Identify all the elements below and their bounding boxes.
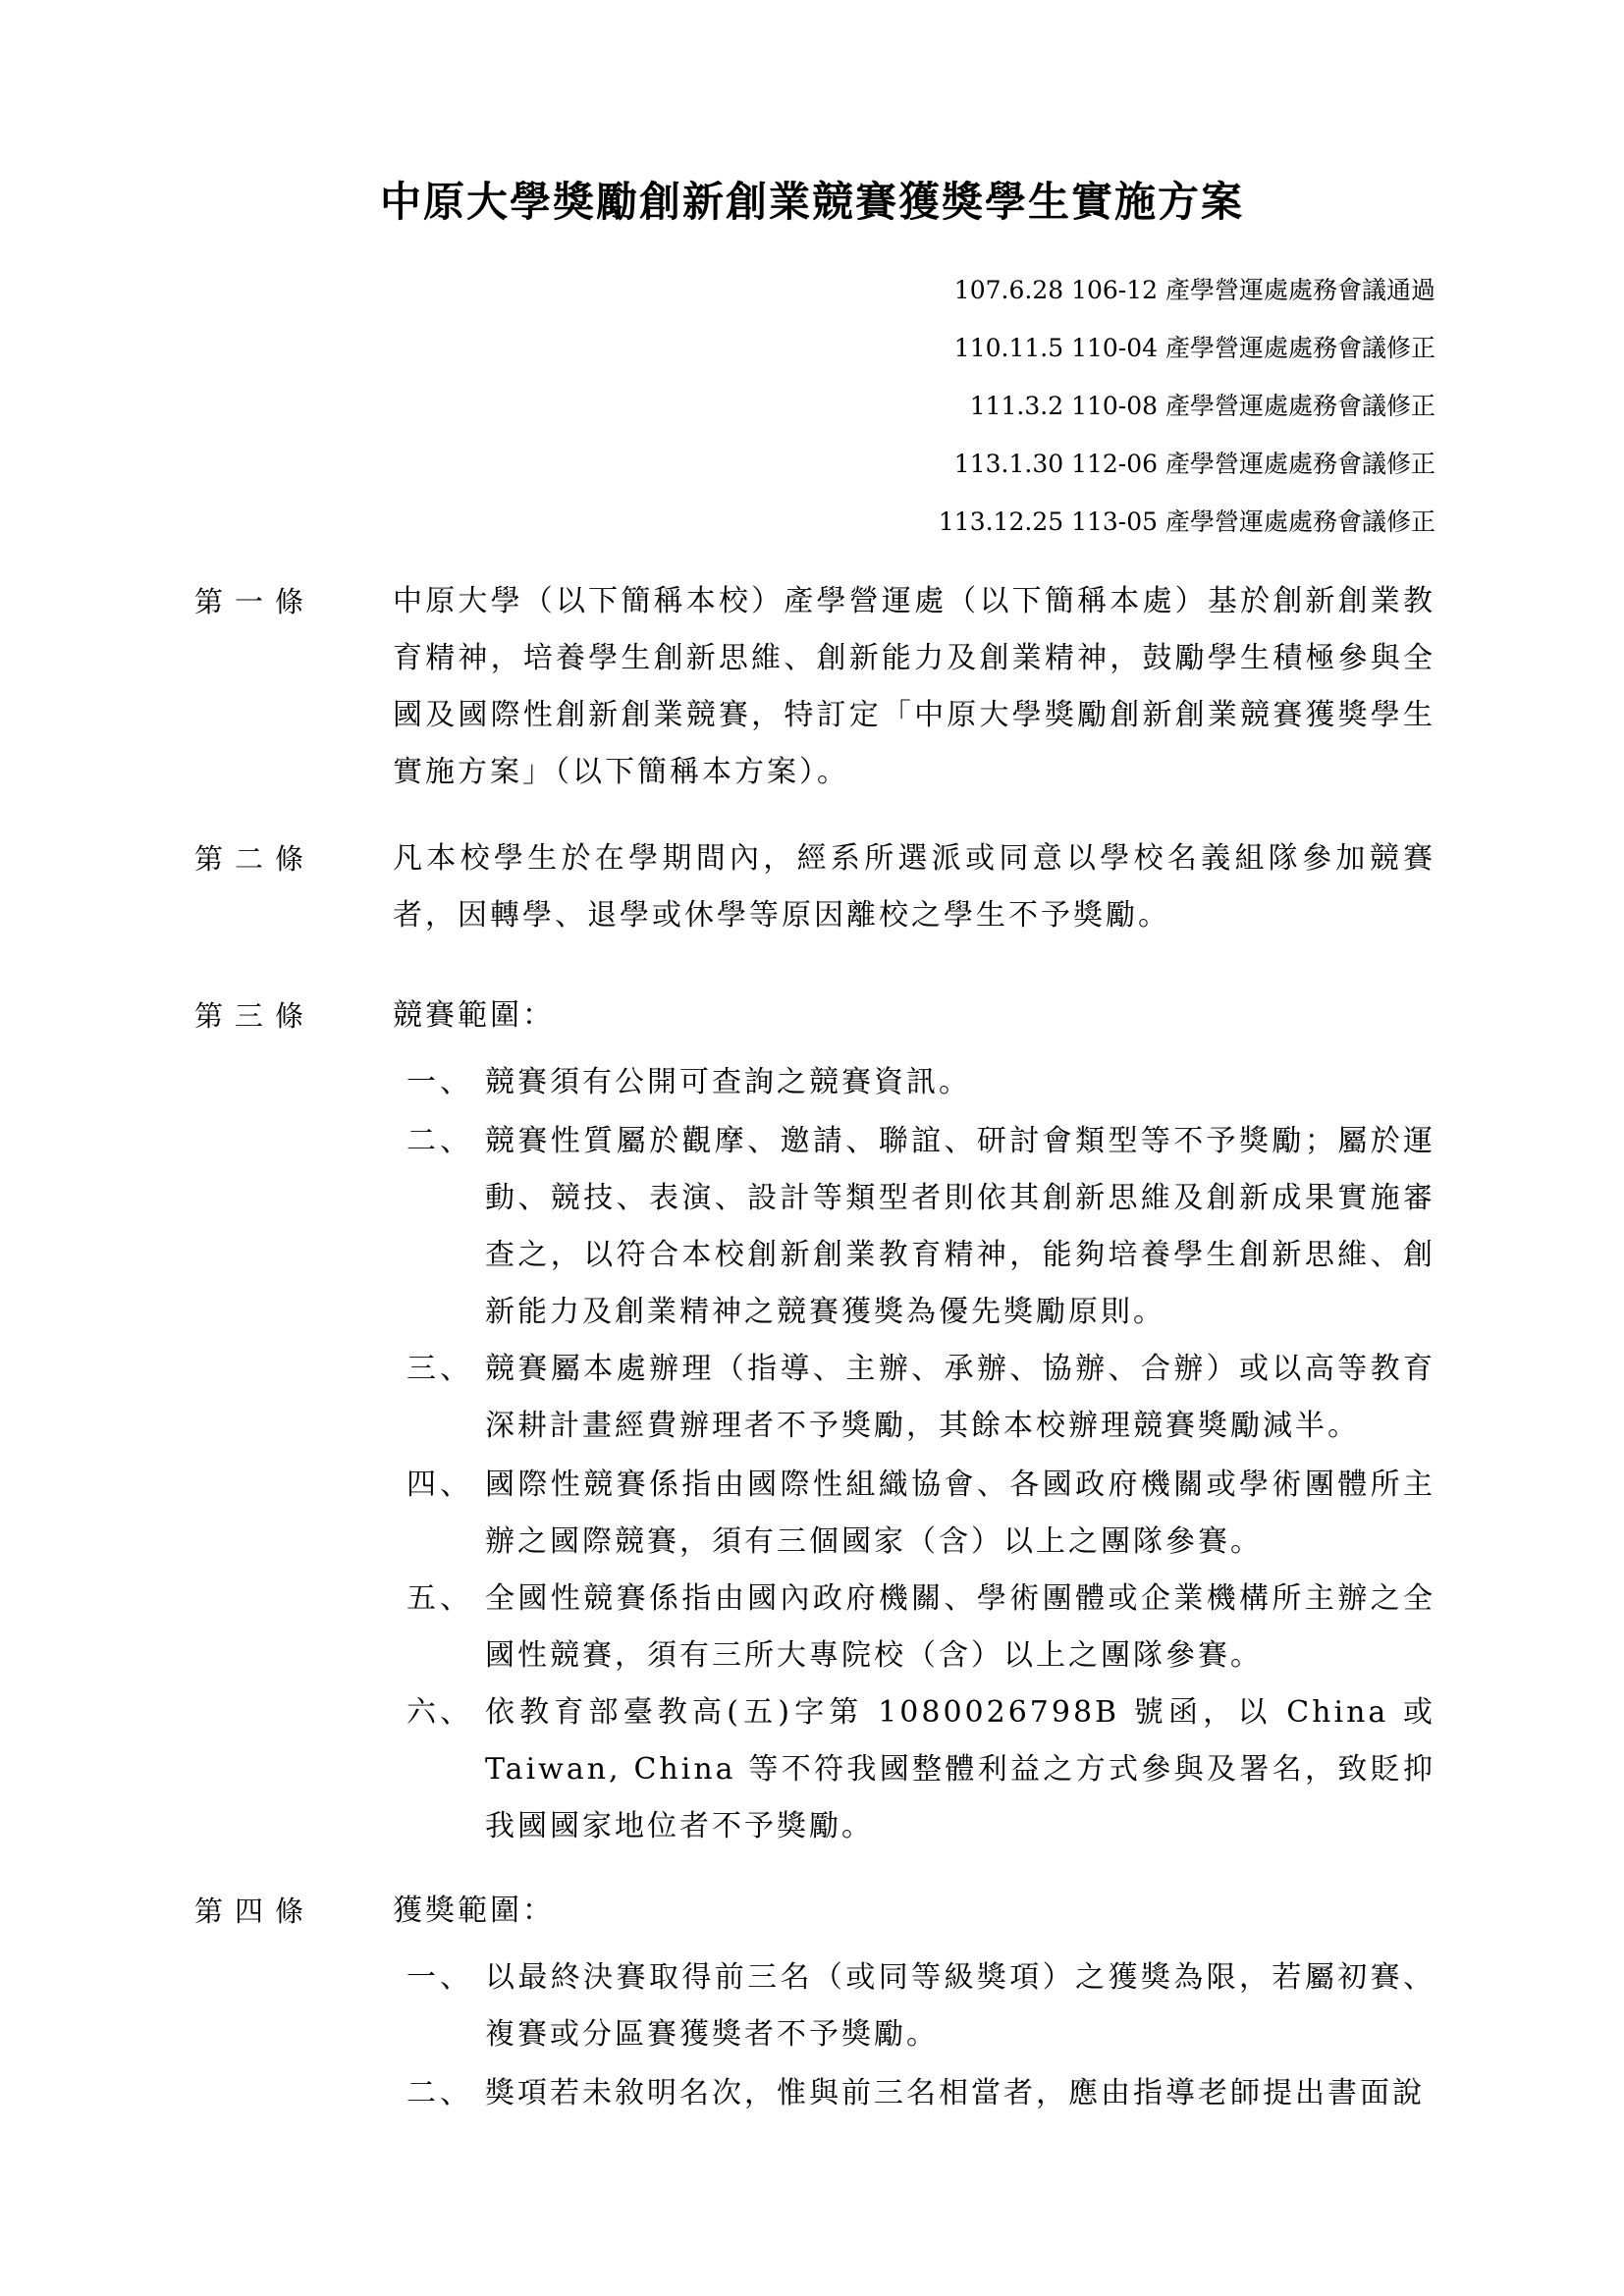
item-text: 以最終決賽取得前三名（或同等級獎項）之獲獎為限，若屬初賽、複賽或分區賽獲獎者不予獎勵。: [485, 1960, 1435, 2052]
revision-line: 107.6.28 106-12 產學營運處處務會議通過: [953, 276, 1435, 304]
article-body: 凡本校學生於在學期間內，經系所選派或同意以學校名義組隊參加競賽者，因轉學、退學或休學等原因離校之學生不予獎勵。: [393, 841, 1435, 933]
document-title: 中原大學獎勵創新創業競賽獲獎學生實施方案: [379, 178, 1244, 226]
item-number: 六、: [406, 1695, 473, 1730]
article-label: 第一條: [194, 585, 316, 618]
item-number: 二、: [406, 2076, 473, 2110]
item-text: 競賽須有公開可查詢之競賽資訊。: [485, 1065, 971, 1099]
item-number: 一、: [406, 1960, 473, 1995]
item-number: 五、: [406, 1581, 473, 1616]
article-label: 第二條: [194, 842, 316, 876]
revision-line: 111.3.2 110-08 產學營運處處務會議修正: [969, 392, 1435, 420]
item-number: 一、: [406, 1065, 473, 1099]
item-text: 競賽性質屬於觀摩、邀請、聯誼、研討會類型等不予獎勵；屬於運動、競技、表演、設計等類型者則依其創新思維及創新成果實施審查之，以符合本校創新創業教育精神，能夠培養學生創新思維、創新能力及創業精神之競賽獲獎為優先獎勵原則。: [485, 1124, 1435, 1329]
article-label: 第三條: [194, 999, 316, 1033]
item-number: 二、: [406, 1124, 473, 1158]
article-heading: 獲獎範圍：: [393, 1894, 555, 1928]
item-text: 全國性競賽係指由國內政府機關、學術團體或企業機構所主辦之全國性競賽，須有三所大專院校（含）以上之團隊參賽。: [485, 1581, 1435, 1673]
article-heading: 競賽範圍：: [393, 998, 555, 1033]
item-text: 國際性競賽係指由國際性組織協會、各國政府機關或學術團體所主辦之國際競賽，須有三個國家（含）以上之團隊參賽。: [485, 1468, 1435, 1559]
item-text: 競賽屬本處辦理（指導、主辦、承辦、協辦、合辦）或以高等教育深耕計畫經費辦理者不予獎勵，其餘本校辦理競賽獎勵減半。: [485, 1352, 1435, 1443]
revision-line: 113.1.30 112-06 產學營運處處務會議修正: [953, 450, 1435, 478]
item-text: 獎項若未敘明名次，惟與前三名相當者，應由指導老師提出書面說: [485, 2076, 1425, 2110]
article-label: 第四條: [194, 1895, 316, 1928]
revision-history: [939, 261, 1435, 551]
item-text: 依教育部臺教高(五)字第 1080026798B 號函，以 China 或 Taiwan, China 等不符我國整體利益之方式參與及署名，致貶抑我國國家地位者不予獎勵。: [485, 1695, 1435, 1843]
item-number: 三、: [406, 1352, 473, 1386]
revision-line: 113.12.25 113-05 產學營運處處務會議修正: [938, 507, 1435, 536]
article-body: 中原大學（以下簡稱本校）產學營運處（以下簡稱本處）基於創新創業教育精神，培養學生創新思維、創新能力及創業精神，鼓勵學生積極參與全國及國際性創新創業競賽，特訂定「中原大學獎勵創新創業競賽獲獎學生實施方案」（以下簡稱本方案）。: [393, 584, 1435, 789]
revision-line: 110.11.5 110-04 產學營運處處務會議修正: [953, 334, 1435, 362]
item-number: 四、: [406, 1468, 473, 1502]
